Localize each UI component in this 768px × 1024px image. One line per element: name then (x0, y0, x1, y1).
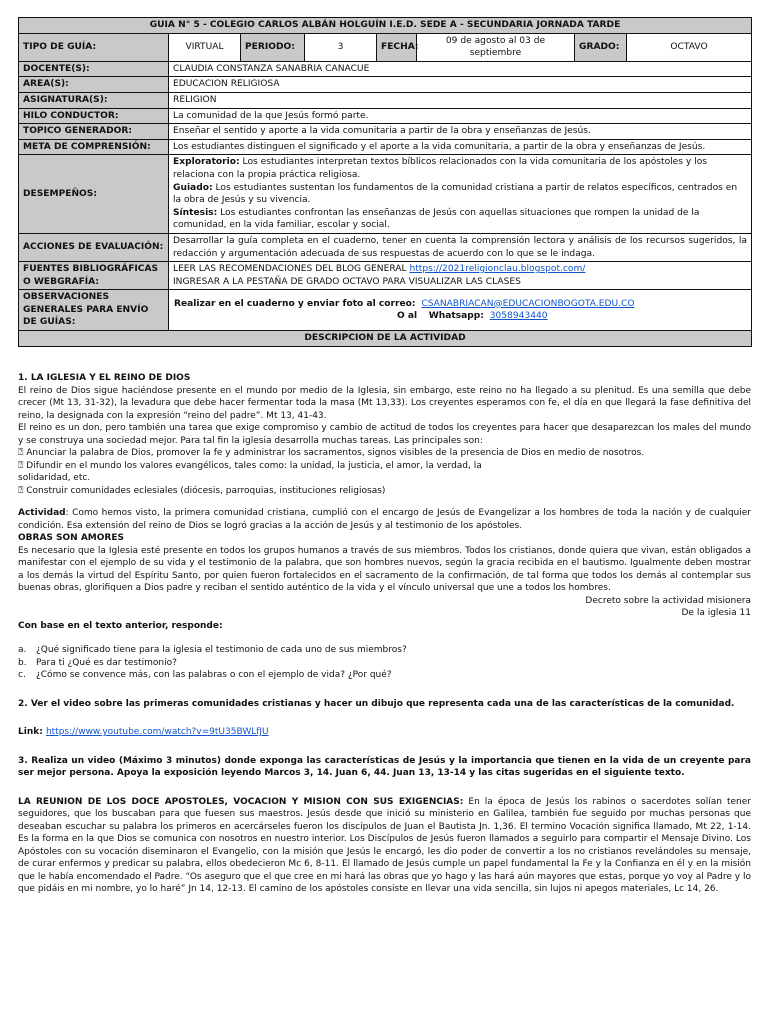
fuentes-value (169, 262, 752, 290)
asignatura-label: ASIGNATURA(S): (19, 92, 169, 108)
acciones-label: ACCIONES DE EVALUACIÓN: (19, 233, 169, 261)
exploratorio-text: Los estudiantes interpretan textos bíblicos relacionados con la vida comunitaria de los apóstoles y los relaciona con la propia práctica religiosa. (173, 157, 707, 180)
bullet-icon: ⍰ (18, 460, 24, 471)
whatsapp-label: Whatsapp: (428, 311, 484, 322)
docente-label: DOCENTE(S): (19, 61, 169, 77)
fecha-label: FECHA: (377, 33, 417, 61)
meta-label: META DE COMPRENSIÓN: (19, 139, 169, 155)
desempenos-value (169, 155, 752, 234)
tipo-value: VIRTUAL (169, 33, 241, 61)
docente-value: CLAUDIA CONSTANZA SANABRIA CANACUE (169, 61, 752, 77)
youtube-link[interactable]: https://www.youtube.com/watch?v=9tU35BWLfJU (45, 727, 269, 737)
reunion-title: LA REUNION DE LOS DOCE APOSTOLES, VOCACION Y MISION CON SUS EXIGENCIAS: (18, 796, 464, 807)
periodo-value: 3 (305, 33, 377, 61)
section2: 2. Ver el video sobre las primeras comunidades cristianas y hacer un dibujo que representa cada una de las características de la comunidad. (18, 698, 735, 709)
whatsapp-link[interactable]: 3058943440 (489, 311, 548, 322)
periodo-label: PERIODO: (241, 33, 305, 61)
question-b: b. Para ti ¿Qué es dar testimonio? (18, 657, 177, 668)
fuentes-line2: INGRESAR A LA PESTAÑA DE GRADO OCTAVO PARA VISUALIZAR LAS CLASES (173, 276, 521, 287)
reunion-paragraph: LA REUNION DE LOS DOCE APOSTOLES, VOCACION Y MISION CON SUS EXIGENCIAS: En la época de Jesús los rabinos o sacerdotes solían tener seguidores, que los buscaban para que fuesen sus maestros. Jesús desde que inició su ministerio en Galilea, también fue seguido por muchas personas que deseaban escuchar su palabra los primeros en acercárseles fueron los discípulos de Juan el Bautista Jn. 1,36. El termino Vocación significa llamado, Mt 22, 1-14. Es la forma en la que Dios se comunica con nosotros en nuestro interior. Los Discípulos de Jesús fueron llamados a seguirlo para compartir el Mensaje Divino. Los Apóstoles con su vocación diseminaron el Evangelio, con la misión que Jesús le encargó, les dio poder de convertir a los no cristianos revelándoles su mensaje, de curar enfermos y predicar su palabra, ellos obedecieron Mc 6, 8-11. El llamado de Jesús cumple un papel fundamental la Fe y la Confianza en él y en la misión que le había encomendado el Padre. “Os aseguro que el que cree en mi hará las obras que yo hago y las hará aún mayores que estas, porque yo voy al Padre y lo que pidáis en mi nombre, yo lo haré” Jn 14, 12-13. El camino de los apóstoles consiste en llevar una vida sencilla, sin lujos ni apegos materiales, Lc 14, 26. (18, 796, 751, 894)
decreto-line2: De la iglesia 11 (681, 608, 751, 618)
paragraph-obras: Es necesario que la Iglesia esté presente en todos los grupos humanos a través de sus miembros. Todos los cristianos, donde quiera que vivan, están obligados a manifestar con el ejemplo de su vida y el testimonio de la palabra, que son hombres nuevos, según la gracia recibida en el bautismo. Igualmente deben mostrar a los demás la virtud del Espíritu Santo, por quien fueron fortalecidos en el sacramento de la confirmación, de tal forma que todos los demás al contemplar sus buenas obras, glorifiquen a Dios padre y reciban el sentido auténtico de la vida y el vínculo universal que une a todos los hombres. (18, 545, 751, 593)
bullet-item-3: ⍰ Construir comunidades eclesiales (diócesis, parroquias, instituciones religiosas) (18, 485, 386, 496)
guiado-label: Guiado: (173, 182, 213, 193)
question-c: c. ¿Cómo se convence más, con las palabras o con el ejemplo de vida? ¿Por qué? (18, 670, 392, 680)
link-line (18, 726, 751, 739)
fuentes-line1: LEER LAS RECOMENDACIONES DEL BLOG GENERAL (173, 264, 410, 275)
blog-link[interactable]: https://2021religionclau.blogspot.com/ (409, 264, 586, 275)
question-a: a. ¿Qué significado tiene para la iglesia el testimonio de cada uno de sus miembros? (18, 645, 407, 655)
topico-label: TOPICO GENERADOR: (19, 124, 169, 140)
actividad-label: Actividad (18, 508, 66, 518)
sintesis-text: Los estudiantes confrontan las enseñanzas de Jesús con aquellas situaciones que rompen la unidad de la comunidad, en la vida familiar, escolar y social. (173, 207, 700, 231)
observaciones-label: OBSERVACIONES GENERALES PARA ENVÍO DE GUÍAS: (19, 290, 169, 331)
guide-title: GUIA N° 5 - COLEGIO CARLOS ALBÁN HOLGUÍN I.E.D. SEDE A - SECUNDARIA JORNADA TARDE (19, 18, 752, 34)
topico-value: Enseñar el sentido y aporte a la vida comunitaria a partir de la obra y enseñanzas de Jesús. (169, 124, 752, 140)
observaciones-value (169, 290, 752, 331)
hilo-label: HILO CONDUCTOR: (19, 108, 169, 124)
section3: 3. Realiza un video (Máximo 3 minutos) donde exponga las características de Jesús y la importancia que tienen en la vida de un creyente para ser mejor persona. Apoya la exposición leyendo Marcos 3, 14. Juan 6, 44. Juan 13, 13-14 y las citas sugeridas en el siguiente texto. (18, 755, 751, 778)
meta-value: Los estudiantes distinguen el significado y el aporte a la vida comunitaria, a partir de la obra y enseñanzas de Jesús. (169, 139, 752, 155)
bullet-item-2-cont: solidaridad, etc. (18, 473, 91, 483)
decreto-line1: Decreto sobre la actividad misionera (585, 595, 751, 606)
responde-heading: Con base en el texto anterior, responde: (18, 620, 223, 631)
asignatura-value: RELIGION (169, 92, 752, 108)
bullet-item-2: ⍰ Difundir en el mundo los valores evangélicos, tales como: la unidad, la justicia, el amor, la verdad, la (18, 460, 482, 471)
hilo-value: La comunidad de la que Jesús formó parte. (169, 108, 752, 124)
obs-text: Realizar en el cuaderno y enviar foto al correo: (174, 298, 416, 309)
acciones-value: Desarrollar la guía completa en el cuaderno, tener en cuenta la comprensión lectora y análisis de los recursos sugeridos, la redacción y argumentación adecuada de sus respuestas de acuerdo con lo que se le indaga. (169, 233, 752, 261)
actividad-paragraph: Actividad: Como hemos visto, la primera comunidad cristiana, cumplió con el encargo de Jesús de Evangelizar a los hombres de toda la nación y de cualquier condición. Esa extensión del reino de Dios se logró gracias a la acción de Jesús y al testimonio de los apóstoles. (18, 508, 751, 531)
link-label: Link: (18, 727, 46, 737)
paragraph-reino: El reino de Dios sigue haciéndose presente en el mundo por medio de la Iglesia, sin embargo, este reino no ha llegado a su plenitud. Es una semilla que debe crecer (Mt 13, 31-32), la levadura que debe hacer fermentar toda la masa (Mt 13,33). Los creyentes esperamos con fe, el día en que llegará la fase definitiva del reino, la designada con la expresión “reino del padre”. Mt 13, 41-43. (18, 385, 751, 421)
obs-o: O al (397, 311, 418, 322)
bullet-icon: ⍰ (18, 485, 24, 496)
area-label: AREA(S): (19, 77, 169, 93)
activity-body (18, 372, 751, 896)
fuentes-label: FUENTES BIBLIOGRÁFICAS O WEBGRAFÍA: (19, 262, 169, 290)
descripcion-header: DESCRIPCION DE LA ACTIVIDAD (19, 331, 752, 347)
bullet-item-1: ⍰ Anunciar la palabra de Dios, promover la fe y administrar los sacramentos, signos visibles de la presencia de Dios en medio de nosotros. (18, 448, 645, 458)
tipo-label: TIPO DE GUÍA: (19, 33, 169, 61)
guide-header-table (18, 17, 752, 347)
email-link[interactable]: CSANABRIACAN@EDUCACIONBOGOTA.EDU.CO (421, 298, 635, 309)
guiado-text: Los estudiantes sustentan los fundamentos de la comunidad cristiana a partir de relatos específicos, centrados en la obra de Jesús y su vivencia. (173, 182, 738, 206)
exploratorio-label: Exploratorio: (173, 157, 240, 168)
sintesis-label: Síntesis: (173, 207, 218, 218)
fecha-value: 09 de agosto al 03 de septiembre (417, 33, 575, 61)
section1-title: 1. LA IGLESIA Y EL REINO DE DIOS (18, 373, 191, 383)
bullet-icon: ⍰ (18, 448, 24, 458)
obras-title: OBRAS SON AMORES (18, 533, 124, 543)
paragraph-don: El reino es un don, pero también una tarea que exige compromiso y cambio de actitud de todos los creyentes para hacer que desaparezcan los males del mundo y se construya una sociedad mejor. Para tal fin la iglesia desarrolla muchas tareas. Las principales son: (18, 423, 751, 446)
desempenos-label: DESEMPEÑOS: (19, 155, 169, 234)
area-value: EDUCACION RELIGIOSA (169, 77, 752, 93)
grado-value: OCTAVO (627, 33, 752, 61)
grado-label: GRADO: (575, 33, 627, 61)
